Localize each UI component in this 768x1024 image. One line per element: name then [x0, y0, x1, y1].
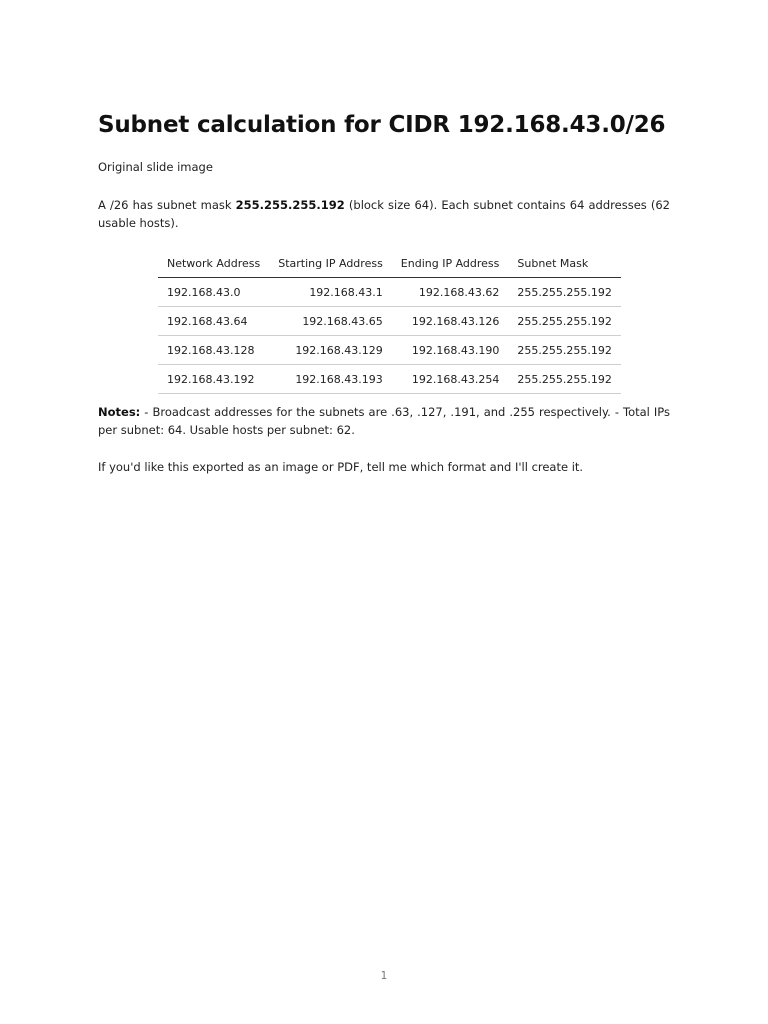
page-number: 1	[380, 970, 388, 982]
cell-network-address: 192.168.43.0	[158, 278, 269, 307]
cell-subnet-mask: 255.255.255.192	[508, 365, 620, 394]
cell-ending-ip: 192.168.43.62	[392, 278, 509, 307]
table-row	[158, 336, 621, 365]
cell-ending-ip: 192.168.43.126	[392, 307, 509, 336]
closing-paragraph: If you'd like this exported as an image or PDF, tell me which format and I'll create it.	[98, 460, 584, 474]
notes-paragraph	[98, 403, 670, 439]
notes-label: Notes:	[98, 405, 141, 419]
subnet-mask-value: 255.255.255.192	[235, 198, 345, 212]
header-subnet-mask: Subnet Mask	[508, 252, 620, 278]
header-ending-ip: Ending IP Address	[392, 252, 509, 278]
page-title: Subnet calculation for CIDR 192.168.43.0/26	[98, 112, 666, 138]
cell-network-address: 192.168.43.128	[158, 336, 269, 365]
cell-starting-ip: 192.168.43.1	[269, 278, 392, 307]
cell-ending-ip: 192.168.43.190	[392, 336, 509, 365]
table-row	[158, 278, 621, 307]
table-row	[158, 365, 621, 394]
table-row	[158, 307, 621, 336]
subnet-table	[158, 252, 621, 394]
intro-paragraph	[98, 196, 670, 232]
intro-text-after: (block size 64). Each subnet contains 64 addresses (62 usable hosts).	[98, 198, 670, 230]
cell-starting-ip: 192.168.43.65	[269, 307, 392, 336]
header-network-address: Network Address	[158, 252, 269, 278]
cell-subnet-mask: 255.255.255.192	[508, 278, 620, 307]
cell-starting-ip: 192.168.43.193	[269, 365, 392, 394]
image-caption: Original slide image	[98, 160, 213, 174]
cell-subnet-mask: 255.255.255.192	[508, 307, 620, 336]
notes-text: - Broadcast addresses for the subnets are .63, .127, .191, and .255 respectively. - Total IPs per subnet: 64. Usable hosts per subnet: 62.	[98, 405, 670, 437]
table-header-row	[158, 252, 621, 278]
cell-network-address: 192.168.43.192	[158, 365, 269, 394]
header-starting-ip: Starting IP Address	[269, 252, 392, 278]
cell-ending-ip: 192.168.43.254	[392, 365, 509, 394]
intro-text-before: A /26 has subnet mask	[98, 198, 236, 212]
cell-network-address: 192.168.43.64	[158, 307, 269, 336]
cell-starting-ip: 192.168.43.129	[269, 336, 392, 365]
cell-subnet-mask: 255.255.255.192	[508, 336, 620, 365]
